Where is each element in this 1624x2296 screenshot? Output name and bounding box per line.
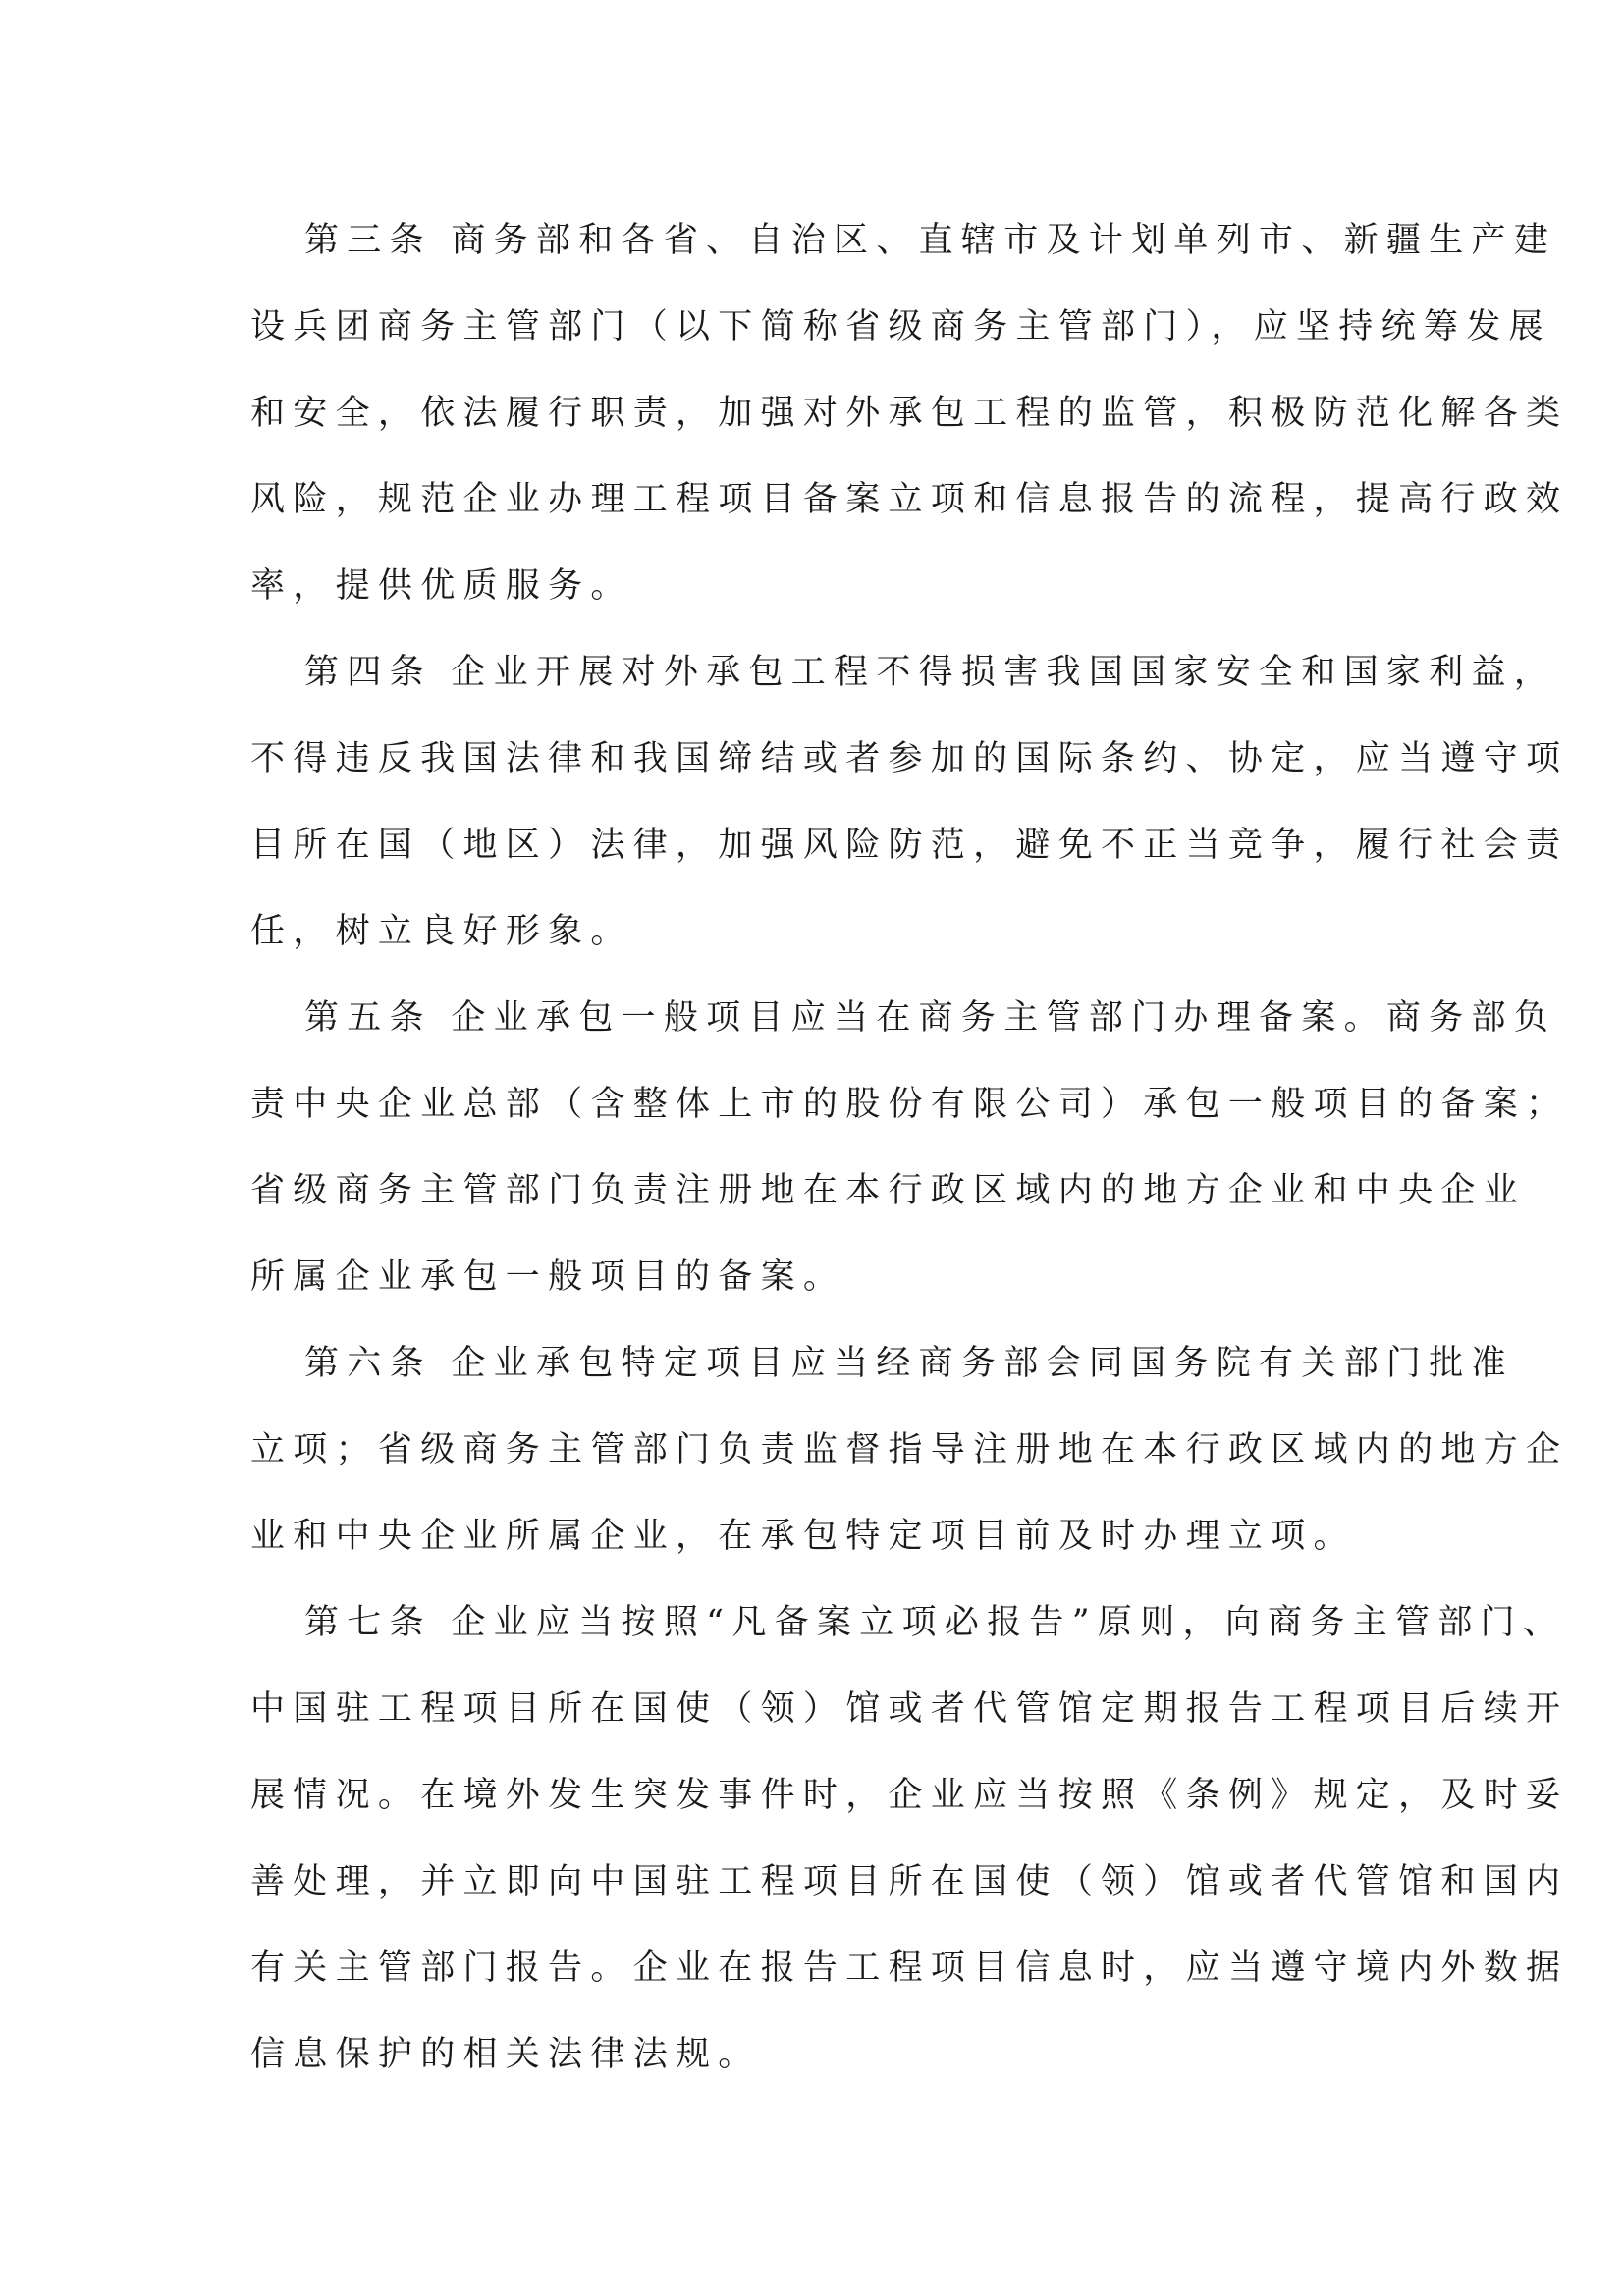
- text-line: 善处理，并立即向中国驻工程项目所在国使（领）馆或者代管馆和国内: [250, 1862, 1569, 1901]
- text-line: 设兵团商务主管部门（以下简称省级商务主管部门），应坚持统筹发展: [250, 307, 1551, 347]
- text-line: 第六条 企业承包特定项目应当经商务部会同国务院有关部门批准: [304, 1344, 1514, 1383]
- text-line: 和安全，依法履行职责，加强对外承包工程的监管，积极防范化解各类: [250, 394, 1569, 433]
- text-line: 第四条 企业开展对外承包工程不得损害我国国家安全和国家利益，: [304, 653, 1557, 692]
- text-line: 不得违反我国法律和我国缔结或者参加的国际条约、协定，应当遵守项: [250, 739, 1569, 778]
- text-line: 信息保护的相关法律法规。: [250, 2035, 761, 2074]
- text-line: 有关主管部门报告。企业在报告工程项目信息时，应当遵守境内外数据: [250, 1949, 1569, 1988]
- text-line: 目所在国（地区）法律，加强风险防范，避免不正当竞争，履行社会责: [250, 826, 1569, 865]
- text-line: 责中央企业总部（含整体上市的股份有限公司）承包一般项目的备案；: [250, 1085, 1569, 1124]
- text-line: 省级商务主管部门负责注册地在本行政区域内的地方企业和中央企业: [250, 1171, 1527, 1210]
- text-line: 第五条 企业承包一般项目应当在商务主管部门办理备案。商务部负: [304, 998, 1557, 1038]
- text-line: 第三条 商务部和各省、自治区、直辖市及计划单列市、新疆生产建: [304, 221, 1557, 260]
- text-line: 立项；省级商务主管部门负责监督指导注册地在本行政区域内的地方企: [250, 1430, 1569, 1469]
- text-line: 任，树立良好形象。: [250, 912, 633, 951]
- text-line: 所属企业承包一般项目的备案。: [250, 1257, 846, 1297]
- text-line: 展情况。在境外发生突发事件时，企业应当按照《条例》规定，及时妥: [250, 1776, 1569, 1815]
- text-line: 业和中央企业所属企业，在承包特定项目前及时办理立项。: [250, 1517, 1356, 1556]
- text-line: 中国驻工程项目所在国使（领）馆或者代管馆定期报告工程项目后续开: [250, 1689, 1569, 1729]
- text-line: 风险，规范企业办理工程项目备案立项和信息报告的流程，提高行政效: [250, 480, 1569, 519]
- text-line: 率，提供优质服务。: [250, 566, 633, 606]
- text-line: 第七条 企业应当按照“凡备案立项必报告”原则，向商务主管部门、: [304, 1603, 1566, 1642]
